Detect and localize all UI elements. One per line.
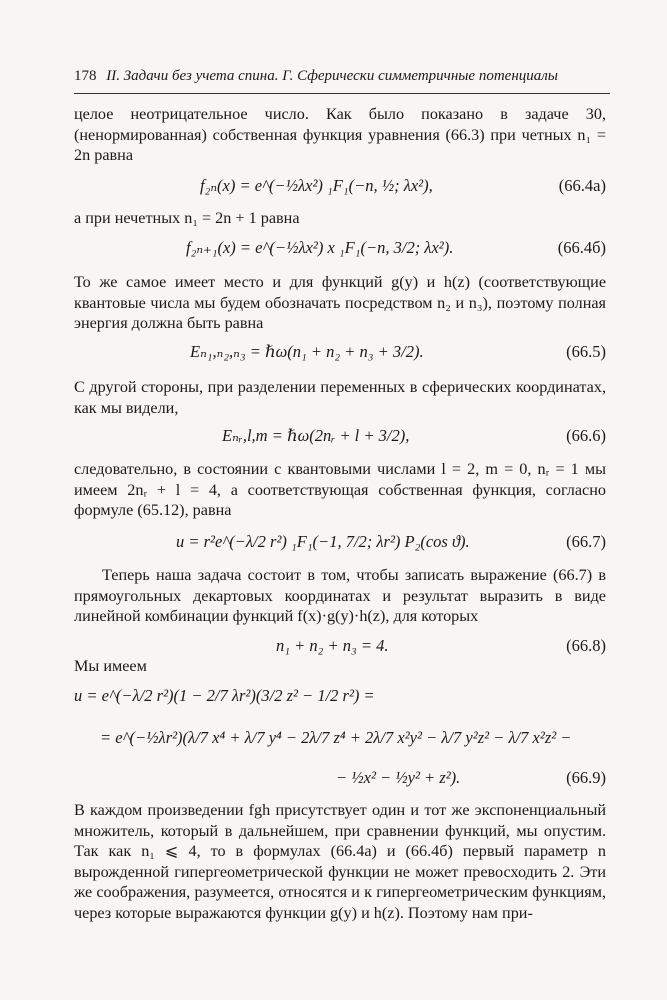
equation-66-9-line-2 — [74, 722, 606, 756]
equation-66-9-line-1 — [74, 680, 606, 714]
equation-66-5 — [74, 336, 606, 370]
paragraph-1: целое неотрицательное число. Как было показано в задаче 30, (ненормированная) собственная функция уравнения (66.3) при четных n₁ = 2n равна — [74, 105, 606, 164]
paragraph-6: Теперь наша задача состоит в том, чтобы записать выражение (66.7) в прямоугольных декартовых координатах и результат выразить в виде линейной комбинации функций f(x)·g(y)·h(z), для которых — [74, 566, 606, 625]
equation-body: − ½x² − ½y² + z²). — [336, 768, 461, 787]
paragraph-7: Мы имеем — [74, 657, 147, 675]
equation-number: (66.5) — [566, 342, 606, 361]
paragraph-4: С другой стороны, при разделении переменных в сферических координатах, как мы видели, — [74, 378, 606, 417]
running-header — [74, 68, 610, 85]
equation-number: (66.9) — [566, 768, 606, 787]
equation-number: (66.6) — [566, 426, 606, 445]
paragraph-2: а при нечетных n₁ = 2n + 1 равна — [74, 209, 300, 227]
paragraph-3: То же самое имеет место и для функций g(y) и h(z) (соответствующие квантовые числа мы будем обозначать посредством n₂ и n₃), поэтому полная энергия должна быть равна — [74, 273, 606, 332]
equation-number: (66.8) — [566, 636, 606, 655]
equation-66-7 — [74, 526, 606, 560]
equation-body: = e^(−½λr²)(λ/7 x⁴ + λ/7 y⁴ − 2λ/7 z⁴ + 2λ/7 x²y² − λ/7 y²z² − λ/7 x²z² − — [100, 728, 572, 747]
equation-body: Eₙ₁,ₙ₂,ₙ₃ = ℏω(n₁ + n₂ + n₃ + 3/2). — [190, 342, 424, 361]
equation-number: (66.7) — [566, 532, 606, 551]
paragraph-5: следовательно, в состоянии с квантовыми числами l = 2, m = 0, nᵣ = 1 мы имеем 2nᵣ + l = 4, а соответствующая собственная функция, согласно формуле (65.12), равна — [74, 460, 606, 519]
equation-body: f₂ₙ₊₁(x) = e^(−½λx²) x ₁F₁(−n, 3/2; λx²). — [186, 238, 454, 257]
equation-66-4a — [74, 170, 606, 204]
equation-66-6 — [74, 420, 606, 454]
header-rule — [74, 93, 610, 94]
equation-body: u = r²e^(−λ/2 r²) ₁F₁(−1, 7/2; λr²) P₂(cos ϑ). — [176, 532, 470, 551]
running-title: II. Задачи без учета спина. Г. Сферически симметричные потенциалы — [106, 68, 558, 84]
equation-body: f₂ₙ(x) = e^(−½λx²) ₁F₁(−n, ½; λx²), — [200, 176, 433, 195]
equation-number: (66.4а) — [558, 176, 606, 195]
equation-66-4b — [74, 232, 606, 266]
equation-body: u = e^(−λ/2 r²)(1 − 2/7 λr²)(3/2 z² − 1/2 r²) = — [74, 686, 375, 705]
equation-number: (66.4б) — [557, 238, 606, 257]
equation-66-9-line-3 — [74, 762, 606, 796]
equation-body: n₁ + n₂ + n₃ = 4. — [276, 636, 389, 655]
equation-body: Eₙᵣ,l,m = ℏω(2nᵣ + l + 3/2), — [222, 426, 410, 445]
page-number: 178 — [74, 68, 97, 84]
paragraph-8: В каждом произведении fgh присутствует один и тот же экспоненциальный множитель, который в дальнейшем, при сравнении функций, мы опустим. Так как n₁ ⩽ 4, то в формулах (66.4а) и (66.4б) первый параметр n вырожденной гипергеометрической функции не может превосходить 2. Эти же соображения, разумеется, относятся и к гипергеометрическим функциям, через которые выражаются функции g(y) и h(z). Поэтому нам при- — [74, 801, 606, 922]
equation-66-8 — [74, 630, 606, 664]
